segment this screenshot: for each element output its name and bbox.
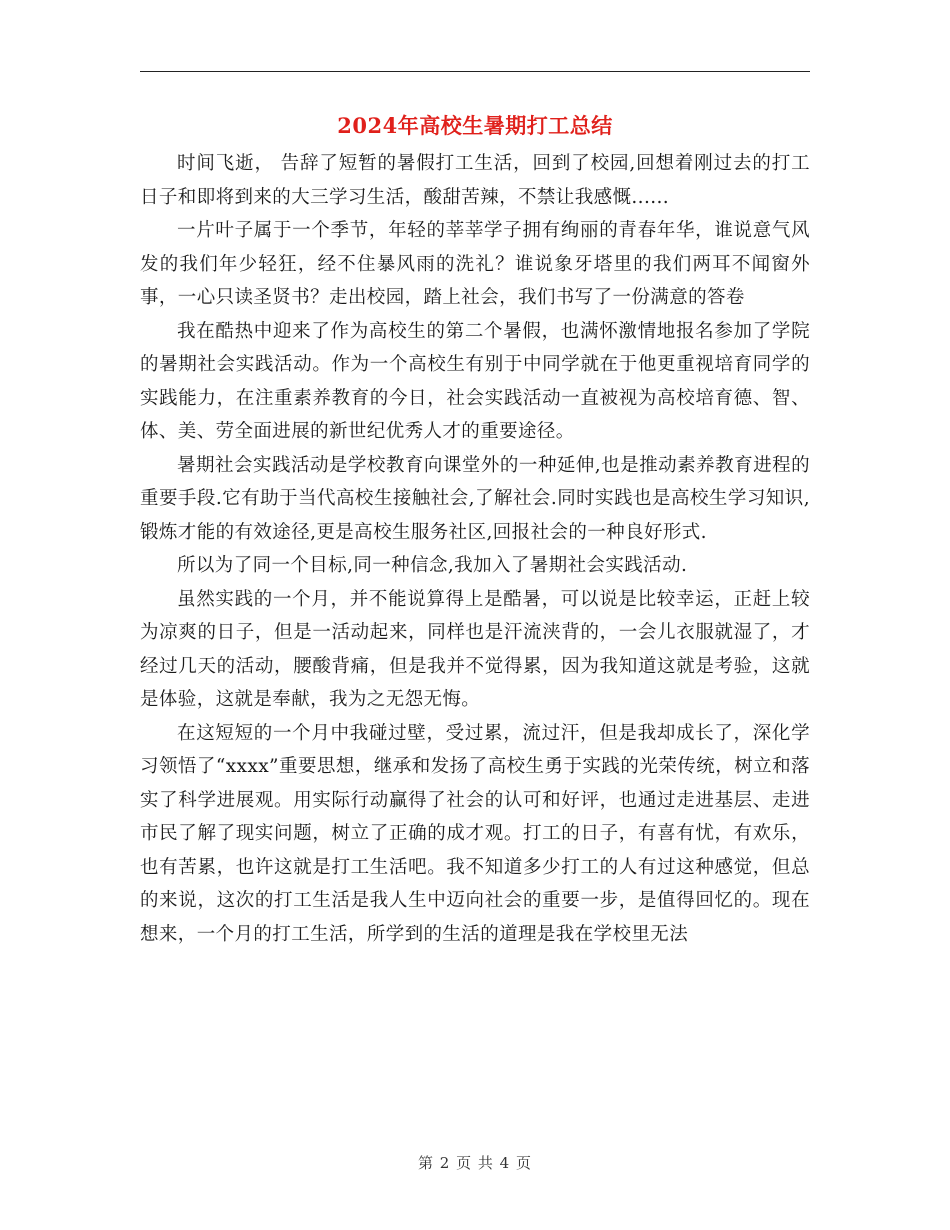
paragraph: 所以为了同一个目标,同一种信念,我加入了暑期社会实践活动. — [177, 555, 688, 576]
paragraph: 我在酷热中迎来了作为高校生的第二个暑假，也满怀激情地报名参加了学院的暑期社会实践活动。作为一个高校生有别于中同学就在于他更重视培育同学的实践能力，在注重素养教育的今日，社会实践活动一直被视为高校培育德、智、体、美、劳全面进展的新世纪优秀人才的重要途径。 — [140, 320, 810, 442]
paragraph: 一片叶子属于一个季节，年轻的莘莘学子拥有绚丽的青春年华，谁说意气风发的我们年少轻狂，经不住暴风雨的洗礼？谁说象牙塔里的我们两耳不闻窗外事，一心只读圣贤书？走出校园，踏上社会，我们书写了一份满意的答卷 — [140, 220, 810, 308]
document-title: 2024年高校生暑期打工总结 — [337, 113, 613, 138]
paragraph: 暑期社会实践活动是学校教育向课堂外的一种延伸,也是推动素养教育进程的重要手段.它有助于当代高校生接触社会,了解社会.同时实践也是高校生学习知识,锻炼才能的有效途径,更是高校生服务社区,回报社会的一种良好形式. — [140, 454, 810, 543]
paragraph: 在这短短的一个月中我碰过壁，受过累，流过汗，但是我却成长了，深化学习领悟了“xxxx”重要思想，继承和发扬了高校生勇于实践的光荣传统，树立和落实了科学进展观。用实际行动赢得了社会的认可和好评，也通过走进基层、走进市民了解了现实问题，树立了正确的成才观。打工的日子，有喜有忧，有欢乐，也有苦累，也许这就是打工生活吧。我不知道多少打工的人有过这种感觉，但总的来说，这次的打工生活是我人生中迈向社会的重要一步，是值得回忆的。现在想来，一个月的打工生活，所学到的生活的道理是我在学校里无法 — [140, 722, 810, 945]
paragraph: 时间飞逝， 告辞了短暂的暑假打工生活，回到了校园,回想着刚过去的打工日子和即将到来的大三学习生活，酸甜苦辣，不禁让我感慨...... — [140, 153, 810, 208]
page-number-footer: 第 2 页 共 4 页 — [418, 1154, 532, 1172]
document-body — [140, 147, 810, 951]
header-rule — [140, 71, 810, 72]
paragraph: 虽然实践的一个月，并不能说算得上是酷暑，可以说是比较幸运，正赶上较为凉爽的日子，但是一活动起来，同样也是汗流浃背的，一会儿衣服就湿了，才经过几天的活动，腰酸背痛，但是我并不觉得累，因为我知道这就是考验，这就是体验，这就是奉献，我为之无怨无悔。 — [140, 588, 810, 710]
